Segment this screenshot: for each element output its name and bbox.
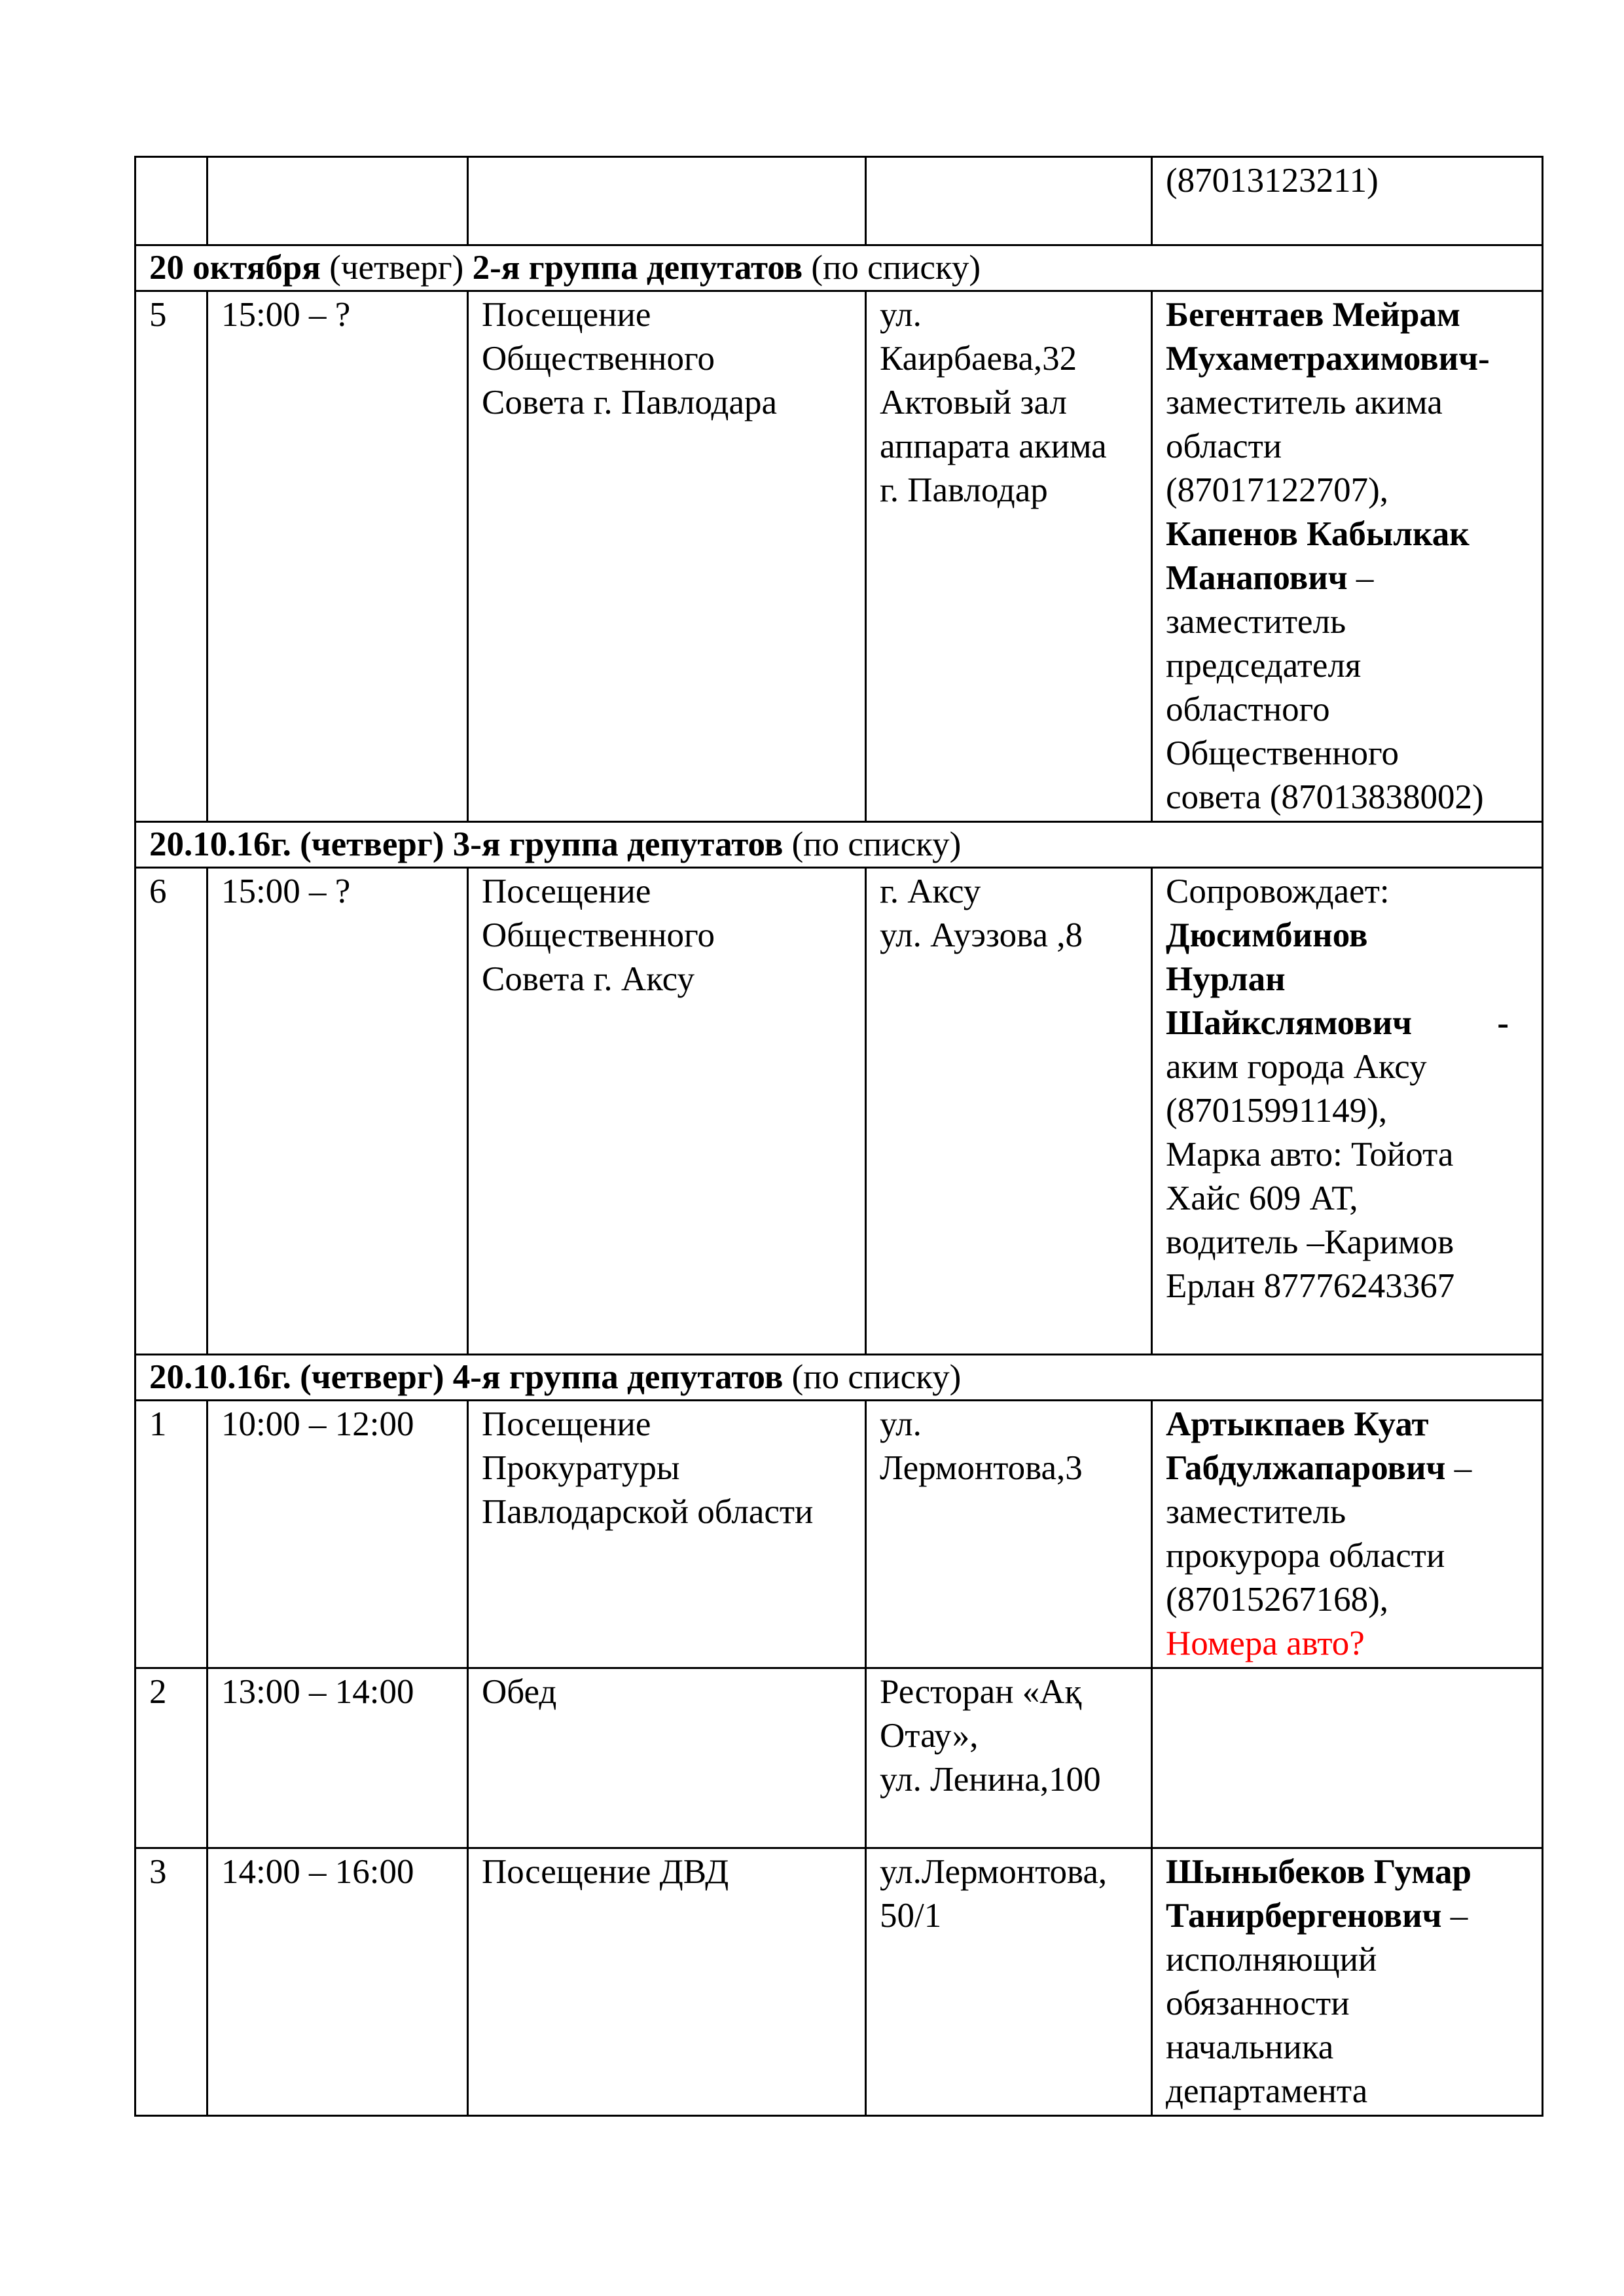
event-line: Прокуратуры [482,1449,680,1487]
row-number: 1 [149,1405,167,1443]
schedule-table [134,156,1543,2117]
row-time: 15:00 – ? [221,296,351,334]
group-date: 20.10.16г. [149,1358,291,1396]
contact-dash: – [1347,559,1374,597]
address-line: Ресторан «Ақ [880,1673,1082,1711]
contact-role: области [1166,427,1282,465]
contact-cell [1152,1401,1543,1668]
group-date: 20 октября [149,249,321,287]
address-line: Актовый зал [880,384,1067,422]
address-line: ул. [880,296,922,334]
address-cell [866,1848,1152,2116]
contact-phone: (87013123211) [1166,162,1379,200]
contact-role: областного [1166,691,1330,728]
address-line: Каирбаева,32 [880,340,1077,378]
contact-name: Танирбергенович [1166,1897,1442,1935]
event-line: Обед [482,1673,557,1711]
contact-role: обязанности [1166,1984,1350,2022]
row-time: 10:00 – 12:00 [221,1405,414,1443]
contact-dash: – [1445,1449,1472,1487]
address-line: ул.Лермонтова, [880,1853,1108,1891]
address-line: аппарата акима [880,427,1107,465]
contact-role: Ерлан 87776243367 [1166,1267,1455,1305]
num-cell [135,1848,208,2116]
contact-role: (87015991149), [1166,1092,1388,1130]
time-cell [208,291,468,822]
group-header-cell [135,245,1543,291]
row-number: 3 [149,1853,167,1891]
address-line: ул. Ленина,100 [880,1761,1101,1799]
row-time: 15:00 – ? [221,872,351,910]
contact-role: (87017122707), [1166,471,1389,509]
cell-spacer [1166,1308,1528,1352]
contact-role: аким города Аксу [1166,1048,1427,1086]
row-time: 13:00 – 14:00 [221,1673,414,1711]
contact-name: Габдулжапарович [1166,1449,1446,1487]
group-title: 3-я группа депутатов [452,825,784,863]
contact-role: совета (87013838002) [1166,778,1484,816]
contact-role: заместитель акима [1166,384,1443,422]
contact-role: прокурора области [1166,1537,1445,1575]
address-cell [866,868,1152,1355]
address-cell [866,1668,1152,1848]
group-header-row [135,1355,1543,1401]
event-cell [468,868,866,1355]
num-cell [135,868,208,1355]
contact-name: Манапович [1166,559,1348,597]
group-note: (по списку) [783,1358,962,1396]
cell-spacer [880,1802,1138,1846]
event-cell [468,1848,866,2116]
contact-name: Нурлан [1166,960,1286,998]
time-cell [208,1848,468,2116]
contact-name: Дюсимбинов [1166,916,1368,954]
table-row [135,291,1543,822]
address-line: 50/1 [880,1897,942,1935]
event-line: Совета г. Аксу [482,960,695,998]
event-line: Посещение [482,296,651,334]
contact-role: Марка авто: Тойота [1166,1136,1454,1174]
contact-dash: - [1497,1004,1509,1042]
group-weekday: (четверг) [291,1358,453,1396]
contact-name: Артыкпаев Куат [1166,1405,1429,1443]
contact-cell [1152,291,1543,822]
contact-name: Шайкслямович [1166,1004,1413,1042]
time-cell [208,1401,468,1668]
event-line: Общественного [482,340,715,378]
event-cell [468,157,866,245]
contact-cell [1152,157,1543,245]
table-row [135,1848,1543,2116]
contact-cell [1152,868,1543,1355]
row-time: 14:00 – 16:00 [221,1853,414,1891]
contact-role: исполняющий [1166,1941,1377,1979]
num-cell [135,157,208,245]
row-number: 2 [149,1673,167,1711]
address-line: г. Павлодар [880,471,1048,509]
event-cell [468,1668,866,1848]
group-header-row [135,245,1543,291]
address-line: ул. Ауэзова ,8 [880,916,1083,954]
address-line: г. Аксу [880,872,981,910]
contact-note-warning: Номера авто? [1166,1624,1365,1662]
num-cell [135,291,208,822]
event-line: Павлодарской области [482,1493,814,1531]
contact-name: Бегентаев Мейрам [1166,296,1461,334]
group-weekday: (четверг) [291,825,453,863]
row-number: 6 [149,872,167,910]
event-cell [468,1401,866,1668]
event-line: Совета г. Павлодара [482,384,777,422]
address-cell [866,1401,1152,1668]
contact-role: водитель –Каримов [1166,1223,1454,1261]
address-line: Отау», [880,1717,979,1755]
num-cell [135,1668,208,1848]
time-cell [208,157,468,245]
time-cell [208,868,468,1355]
contact-prefix: Сопровождает: [1166,872,1390,910]
contact-role: Общественного [1166,734,1399,772]
contact-cell [1152,1848,1543,2116]
num-cell [135,1401,208,1668]
event-line: Общественного [482,916,715,954]
contact-name: Шыныбеков Гумар [1166,1853,1471,1891]
contact-name: Мухаметрахимович- [1166,340,1490,378]
contact-role: председателя [1166,647,1362,685]
time-cell [208,1668,468,1848]
table-row [135,1668,1543,1848]
contact-role: заместитель [1166,1493,1346,1531]
group-header-row [135,822,1543,868]
event-line: Посещение [482,872,651,910]
row-number: 5 [149,296,167,334]
address-cell [866,157,1152,245]
contact-role: заместитель [1166,603,1346,641]
group-title: 4-я группа депутатов [452,1358,784,1396]
event-line: Посещение ДВД [482,1853,729,1891]
address-cell [866,291,1152,822]
group-note: (по списку) [803,249,981,287]
contact-role: начальника [1166,2028,1334,2066]
event-line: Посещение [482,1405,651,1443]
contact-role: Хайс 609 АТ, [1166,1179,1358,1217]
contact-dash: – [1441,1897,1468,1935]
contact-role: департамента [1166,2072,1368,2110]
contact-cell [1152,1668,1543,1848]
contact-role: (87015267168), [1166,1581,1389,1619]
group-header-cell [135,822,1543,868]
table-row [135,868,1543,1355]
table-row [135,1401,1543,1668]
event-cell [468,291,866,822]
table-row [135,157,1543,245]
contact-name: Капенов Кабылкак [1166,515,1470,553]
group-title: 2-я группа депутатов [472,249,803,287]
group-date: 20.10.16г. [149,825,291,863]
group-note: (по списку) [783,825,962,863]
address-line: ул. [880,1405,922,1443]
group-header-cell [135,1355,1543,1401]
address-line: Лермонтова,3 [880,1449,1083,1487]
group-weekday: (четверг) [320,249,473,287]
